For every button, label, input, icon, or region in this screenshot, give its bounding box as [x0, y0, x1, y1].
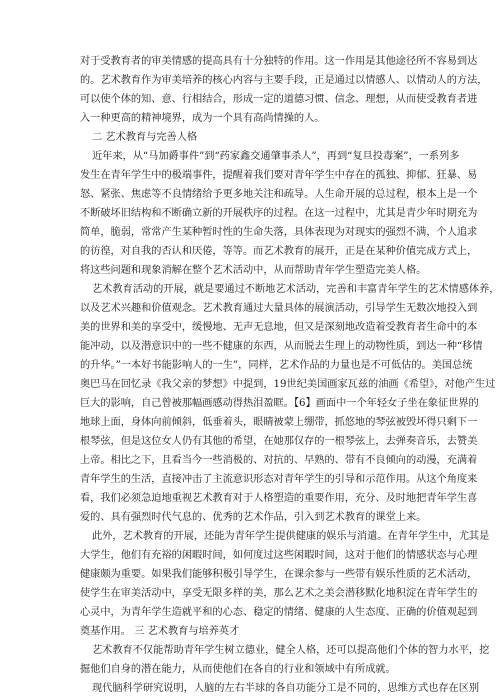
document-body	[80, 52, 500, 698]
text-line: 此外，艺术教育的开展，还能为青年学生提供健康的娱乐与消遣。在青年学生中，尤其是	[92, 531, 490, 542]
text-line: 能冲动，以及潜意识中的一些不健康的东西，从而脱去生理上的动物性质，到达一种“移情	[80, 341, 483, 352]
text-line: 大学生，他们有充裕的闲暇时间，如何度过这些闲暇时间，这对于他们的情感状态与心理	[80, 550, 478, 561]
text-line: 的升华。”一本好书能影响人的一生”，同样，艺术作品的力量也是不可低估的。美国总统	[80, 360, 473, 371]
text-line: 美的世界和美的享受中，缓慢地、无声无息地，但又是深刻地改造着受教育者生命中的本	[80, 322, 478, 333]
text-line: 心灵中，为青年学生造就平和的心态、稳定的情绪、健康的人生态度、正确的价值观起到	[80, 607, 478, 618]
text-line: 怒、紧张、焦虑等不良情绪给予更多地关注和疏导。人生命开展的总过程，根本上是一个	[80, 189, 478, 200]
text-line: 不断破坏旧结构和不断确立新的开展秩序的过程。在这一过程中，尤其是青少年时期充为	[80, 208, 478, 219]
text-line: 的。艺术教育作为审美培养的核心内容与主要手段，正是通过以情感人、以情动人的方法，	[80, 75, 488, 86]
text-line: 爱的、具有强烈时代气息的、优秀的艺术作品，引入到艺术教育的课堂上来。	[80, 512, 427, 523]
text-line: 近年来，从“马加爵事件”到“药家鑫交通肇事杀人”，再到“复旦投毒案”，一系列多	[92, 151, 460, 162]
text-line: 使学生在审美活动中，享受无限多样的美，那么艺术之美会潜移默化地积淀在青年学生的	[80, 588, 478, 599]
section-heading: 二 艺术教育与完善人格	[92, 132, 198, 143]
text-line: 掘他们自身的潜在能力，从而使他们在各自的行业和领域中有所成就。	[80, 664, 396, 675]
text-line: 地球上面，身体向前倾斜，低垂着头，眼睛被蒙上绷带，抓悠地的琴弦被毁坏得只剩下一	[80, 417, 478, 428]
text-line: 简单，脆弱，常常产生某种暂时性的生命失落，具体表现为对现实的强烈不满，个人追求	[80, 227, 478, 238]
text-line: 以及艺术兴趣和价值观念。艺术教育通过大量具体的展演活动，引导学生无数次地投入到	[80, 303, 478, 314]
text-line: 艺术教育不仅能帮助青年学生树立德业，健全人格，还可以提高他们个体的智力水平，挖	[92, 645, 490, 656]
text-line: 的彷徨，对自我的否认和厌倦，等等。而艺术教育的展开，正是在某种价值完成方式上，	[80, 246, 478, 257]
text-line: 奥巴马在回忆录《我父亲的梦想》中提到，19世纪美国画家瓦兹的油画《希望》，对他产生过	[80, 379, 496, 390]
text-line: 上帝。相比之下，且看当今一些消极的、对抗的、早熟的、带有不良倾向的动漫，充满着	[80, 455, 478, 466]
text-line: 看，我们必须急迫地重视艺术教育对于人格塑造的重要作用，充分、及时地把青年学生喜	[80, 493, 478, 504]
text-line: 健康颇为重要。如果我们能够积极引导学生，在课余参与一些带有娱乐性质的艺术活动，	[80, 569, 478, 580]
text-line: 可以使个体的知、意、行相结合，形成一定的道德习惯、信念、理想，从而使受教育者进	[80, 94, 478, 105]
text-line: 根琴弦，但是这位女人仍有其他的希望，在她那仅存的一根琴弦上，去弹奏音乐，去赞美	[80, 436, 478, 447]
text-line: 巨大的影响，自己曾被那幅画感动得热泪盈眶。【6】画面中一个年轻女子坐在象征世界的	[80, 398, 479, 409]
text-line: 入一种更高的精神境界，成为一个具有高尚情操的人。	[80, 113, 325, 124]
text-line: 发生在青年学生中的极端事件，提醒着我们要对青年学生中存在的孤独、抑郁、狂暴、易	[80, 170, 478, 181]
text-line: 现代脑科学研究说明，人脑的左右半球的各自功能分工是不同的，思维方式也存在区别	[92, 683, 480, 694]
text-line: 将这些问题和现象消解在整个艺术活动中，从而帮助青年学生塑造完美人格。	[80, 265, 427, 276]
text-line: 奠基作用。 三 艺术教育与培养英才	[80, 626, 240, 637]
text-line: 对于受教育者的审美情感的提高具有十分独特的作用。这一作用是其他途径所不容易到达	[80, 56, 478, 67]
text-line: 青年学生的生活，直接冲击了主流意识形态对青年学生的引导和示范作用。从这个角度来	[80, 474, 478, 485]
text-line: 艺术教育活动的开展，就是要通过不断地艺术活动，完善和丰富青年学生的艺术情感体养，	[92, 284, 500, 295]
